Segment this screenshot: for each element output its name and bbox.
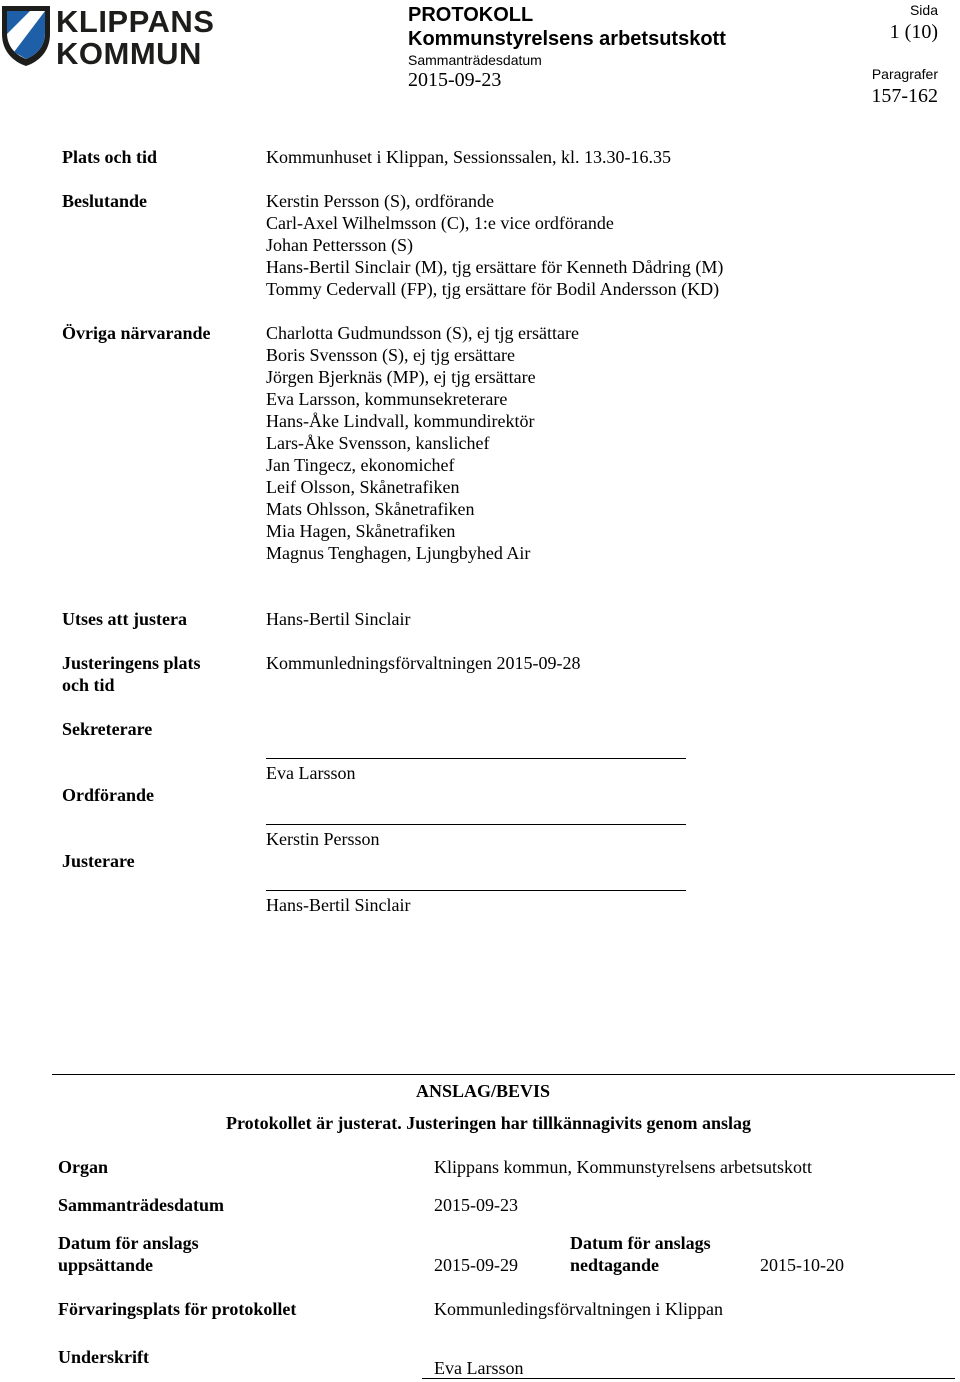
posted-date-label: Datum för anslags uppsättande	[58, 1233, 199, 1275]
list-item: Jörgen Bjerknäs (MP), ej tjg ersättare	[266, 367, 536, 387]
organ-value: Klippans kommun, Kommunstyrelsens arbetsutskott	[434, 1157, 812, 1177]
posted-date: 2015-09-29	[434, 1255, 518, 1275]
list-item: Johan Pettersson (S)	[266, 235, 413, 255]
list-item: Hans-Bertil Sinclair (M), tjg ersättare för Kenneth Dådring (M)	[266, 257, 724, 277]
meeting-date-label: Sammanträdesdatum	[408, 52, 542, 68]
chair-label: Ordförande	[62, 785, 154, 805]
deciding-label: Beslutande	[62, 191, 148, 211]
adjust-place-value: Kommunledningsförvaltningen 2015-09-28	[266, 653, 581, 673]
chair-signature-line	[266, 824, 686, 825]
list-item: Leif Olsson, Skånetrafiken	[266, 477, 460, 497]
committee-name: Kommunstyrelsens arbetsutskott	[408, 28, 726, 50]
signature-rule	[422, 1378, 955, 1379]
others-list	[266, 322, 579, 564]
municipal-shield-icon	[0, 4, 52, 68]
anslag-heading: ANSLAG/BEVIS	[416, 1081, 551, 1101]
anslag-meeting-date-label: Sammanträdesdatum	[58, 1195, 225, 1215]
list-item: Hans-Åke Lindvall, kommundirektör	[266, 411, 535, 431]
adjuster-signature-label: Justerare	[62, 851, 135, 871]
list-item: Kerstin Persson (S), ordförande	[266, 191, 494, 211]
chair-name: Kerstin Persson	[266, 829, 380, 849]
list-item: Mats Ohlsson, Skånetrafiken	[266, 499, 475, 519]
list-item: Carl-Axel Wilhelmsson (C), 1:e vice ordförande	[266, 213, 614, 233]
signature-label: Underskrift	[58, 1347, 149, 1367]
list-item: Magnus Tenghagen, Ljungbyhed Air	[266, 543, 531, 563]
removed-date-label: Datum för anslags nedtagande	[570, 1233, 711, 1275]
list-item: Charlotta Gudmundsson (S), ej tjg ersättare	[266, 323, 579, 343]
logo-line-2: KOMMUN	[56, 36, 202, 71]
storage-value: Kommunledingsförvaltningen i Klippan	[434, 1299, 723, 1319]
document-title: PROTOKOLL	[408, 4, 534, 26]
page-number: 1 (10)	[889, 21, 938, 43]
others-label: Övriga närvarande	[62, 323, 211, 343]
adjuster-signature-line	[266, 890, 686, 891]
list-item: Mia Hagen, Skånetrafiken	[266, 521, 456, 541]
place-value: Kommunhuset i Klippan, Sessionssalen, kl. 13.30-16.35	[266, 147, 671, 167]
paragraphs-range: 157-162	[871, 85, 938, 107]
logo-line-1: KLIPPANS	[56, 4, 215, 39]
list-item: Lars-Åke Svensson, kanslichef	[266, 433, 490, 453]
organ-label: Organ	[58, 1157, 109, 1177]
place-label: Plats och tid	[62, 147, 158, 167]
anslag-subheading: Protokollet är justerat. Justeringen har tillkännagivits genom anslag	[226, 1113, 752, 1133]
secretary-name: Eva Larsson	[266, 763, 356, 783]
list-item: Tommy Cedervall (FP), tjg ersättare för Bodil Andersson (KD)	[266, 279, 720, 299]
anslag-meeting-date: 2015-09-23	[434, 1195, 518, 1215]
signature-name: Eva Larsson	[434, 1358, 524, 1378]
adjust-place-label: Justeringens plats och tid	[62, 653, 201, 695]
storage-label: Förvaringsplats för protokollet	[58, 1299, 297, 1319]
paragraphs-label: Paragrafer	[871, 66, 938, 82]
klippans-kommun-logo	[0, 4, 215, 71]
deciding-list	[266, 190, 723, 300]
secretary-signature-line	[266, 758, 686, 759]
anslag-divider	[52, 1074, 955, 1075]
list-item: Eva Larsson, kommunsekreterare	[266, 389, 508, 409]
meeting-date: 2015-09-23	[408, 69, 502, 91]
removed-date: 2015-10-20	[760, 1255, 844, 1275]
page-label: Sida	[909, 2, 938, 18]
adjuster-signature-name: Hans-Bertil Sinclair	[266, 895, 411, 915]
adjuster-value: Hans-Bertil Sinclair	[266, 609, 411, 629]
list-item: Boris Svensson (S), ej tjg ersättare	[266, 345, 515, 365]
adjuster-label: Utses att justera	[62, 609, 187, 629]
list-item: Jan Tingecz, ekonomichef	[266, 455, 455, 475]
secretary-label: Sekreterare	[62, 719, 153, 739]
